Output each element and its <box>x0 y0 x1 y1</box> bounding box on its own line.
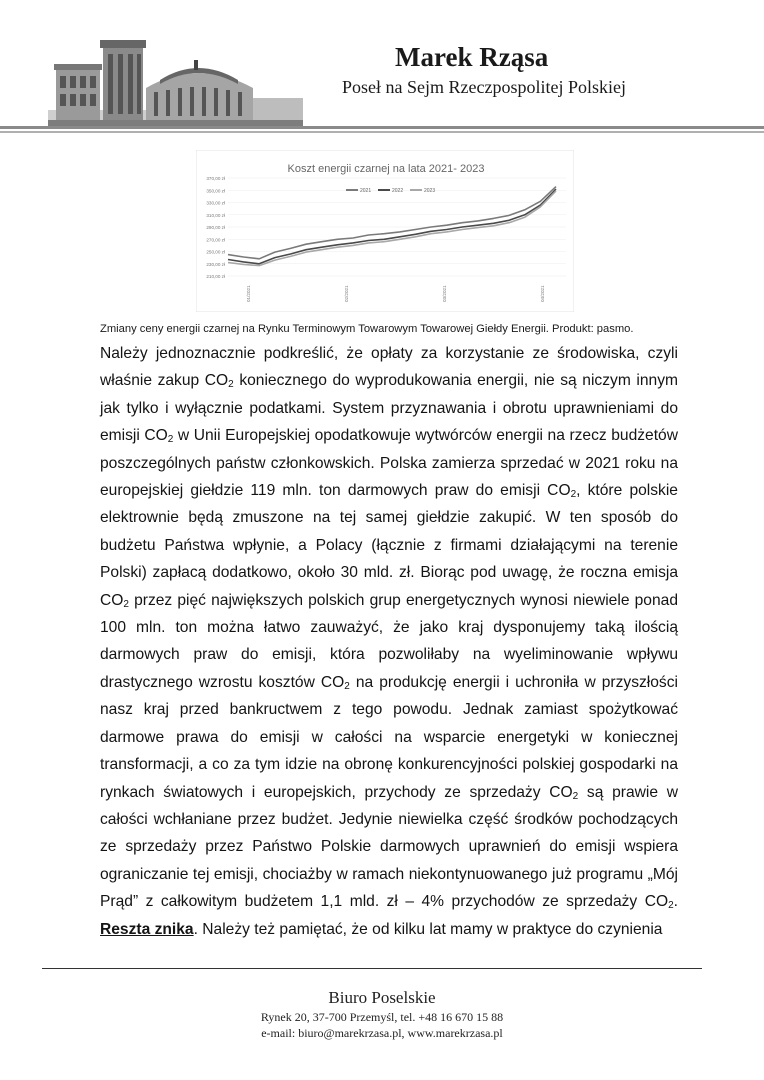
energy-cost-chart <box>196 150 574 312</box>
chart-y-tick-label: 370,00 zł <box>206 176 225 181</box>
chart-title: Koszt energii czarnej na lata 2021- 2023 <box>287 163 485 175</box>
body-text-3: w Unii Europejskiej opodatkowuje wytwórców energii na rzecz budżetów poszczególnych państw członkowskich. Polska zamierza sprzedać w 2021 roku na europejskiej giełdzie 119 mln. ton darmowych praw do emisji CO <box>100 427 678 500</box>
chart-legend-label: 2021 <box>360 188 372 194</box>
chart-x-tick-label: 01/2021 <box>246 285 251 302</box>
author-name: Marek Rząsa <box>395 42 549 72</box>
underlined-phrase: Reszta znika <box>100 920 194 938</box>
office-contact: e-mail: biuro@marekrzasa.pl, www.marekrzasa.pl <box>261 1026 503 1040</box>
co2-subscript: 2 <box>344 680 350 692</box>
body-text-5: przez pięć największych polskich grup energetycznych wynosi niewiele ponad 100 mln. ton można łatwo zauważyć, że jako kraj dysponujemy taką ilością darmowych praw do emisji, która pozwoliłaby na wyeliminowanie wpływu drastycznego wzrostu kosztów CO <box>100 591 678 691</box>
chart-y-tick-label: 270,00 zł <box>206 237 225 243</box>
chart-y-tick-label: 230,00 zł <box>206 261 225 267</box>
chart-x-tick-label: 03/2021 <box>442 285 447 302</box>
chart-y-axis <box>206 176 225 279</box>
chart-y-tick-label: 210,00 zł <box>206 274 225 279</box>
office-address: Rynek 20, 37-700 Przemyśl, tel. +48 16 670 15 88 <box>260 1010 504 1024</box>
body-text-9: . Należy też pamiętać, że od kilku lat mamy w praktyce do czynienia <box>193 920 663 938</box>
co2-subscript: 2 <box>570 489 577 501</box>
chart-y-tick-label: 250,00 zł <box>206 249 225 255</box>
chart-x-tick-label: 04/2021 <box>540 285 545 302</box>
body-text-1: Należy jednoznacznie podkreślić, że opłaty za korzystanie ze środowiska, czyli właśnie zakup CO <box>100 345 678 390</box>
chart-y-tick-label: 330,00 zł <box>206 200 225 206</box>
body-text-6: na produkcję energii i uchroniła w przyszłości nasz kraj przed bankructwem z tego powodu. Jednak zamiast spożytkować darmowe prawa do emisji w całości na wsparcie energetyki w koniecznej transformacji, a co za tym idzie na obronę konkurencyjności polskiej gospodarki na rynkach światowych i europejskich, przychody ze sprzedaży CO <box>100 673 678 801</box>
office-name: Biuro Poselskie <box>328 988 436 1007</box>
chart-x-tick-label: 02/2021 <box>344 285 349 302</box>
co2-subscript: 2 <box>572 790 579 802</box>
co2-subscript: 2 <box>167 434 174 446</box>
chart-y-tick-label: 290,00 zł <box>206 225 225 230</box>
body-text-7: są prawie w całości wchłaniane przez budżet. Jedynie niewielka część środków pochodzących ze sprzedaży przez Państwo Polskie darmowych uprawnień do emisji wspiera ograniczanie tej emisji, chociażby w ramach niekontynuowanego już programu „Mój Prąd” z całkowitym budżetem 1,1 mld. zł – 4% przychodów ze sprzedaży CO <box>100 783 678 911</box>
body-text-2: koniecznego do wyprodukowania energii, nie są niczym innym jak tylko i wyłącznie podatkami. System przyznawania i obrotu uprawnieniami do emisji CO <box>100 372 678 445</box>
letterhead <box>0 0 764 140</box>
author-title: Poseł na Sejm Rzeczpospolitej Polskiej <box>342 77 626 97</box>
sejm-building-logo <box>48 40 303 132</box>
chart-y-tick-label: 350,00 zł <box>206 188 225 194</box>
body-paragraph <box>100 340 678 943</box>
letterhead-rule <box>0 124 764 138</box>
chart-y-tick-label: 310,00 zł <box>206 212 225 218</box>
chart-legend-label: 2022 <box>392 188 404 194</box>
body-text-8: . <box>673 893 678 911</box>
co2-subscript: 2 <box>668 900 674 912</box>
co2-subscript: 2 <box>228 379 234 391</box>
footer-rule <box>42 968 702 969</box>
chart-legend-label: 2023 <box>424 188 436 194</box>
chart-caption: Zmiany ceny energii czarnej na Rynku Terminowym Towarowym Towarowej Giełdy Energii. Produkt: pasmo. <box>100 323 634 335</box>
body-text-4: , które polskie elektrownie będą zmuszone na tej samej giełdzie zakupić. W ten sposób do budżetu Państwa wpłynie, a Polacy (łącznie z firmami działającymi na terenie Polski) zapłacą dodatkowo, około 30 mld. zł. Biorąc pod uwagę, że roczna emisja CO <box>100 482 678 609</box>
co2-subscript: 2 <box>123 598 129 610</box>
